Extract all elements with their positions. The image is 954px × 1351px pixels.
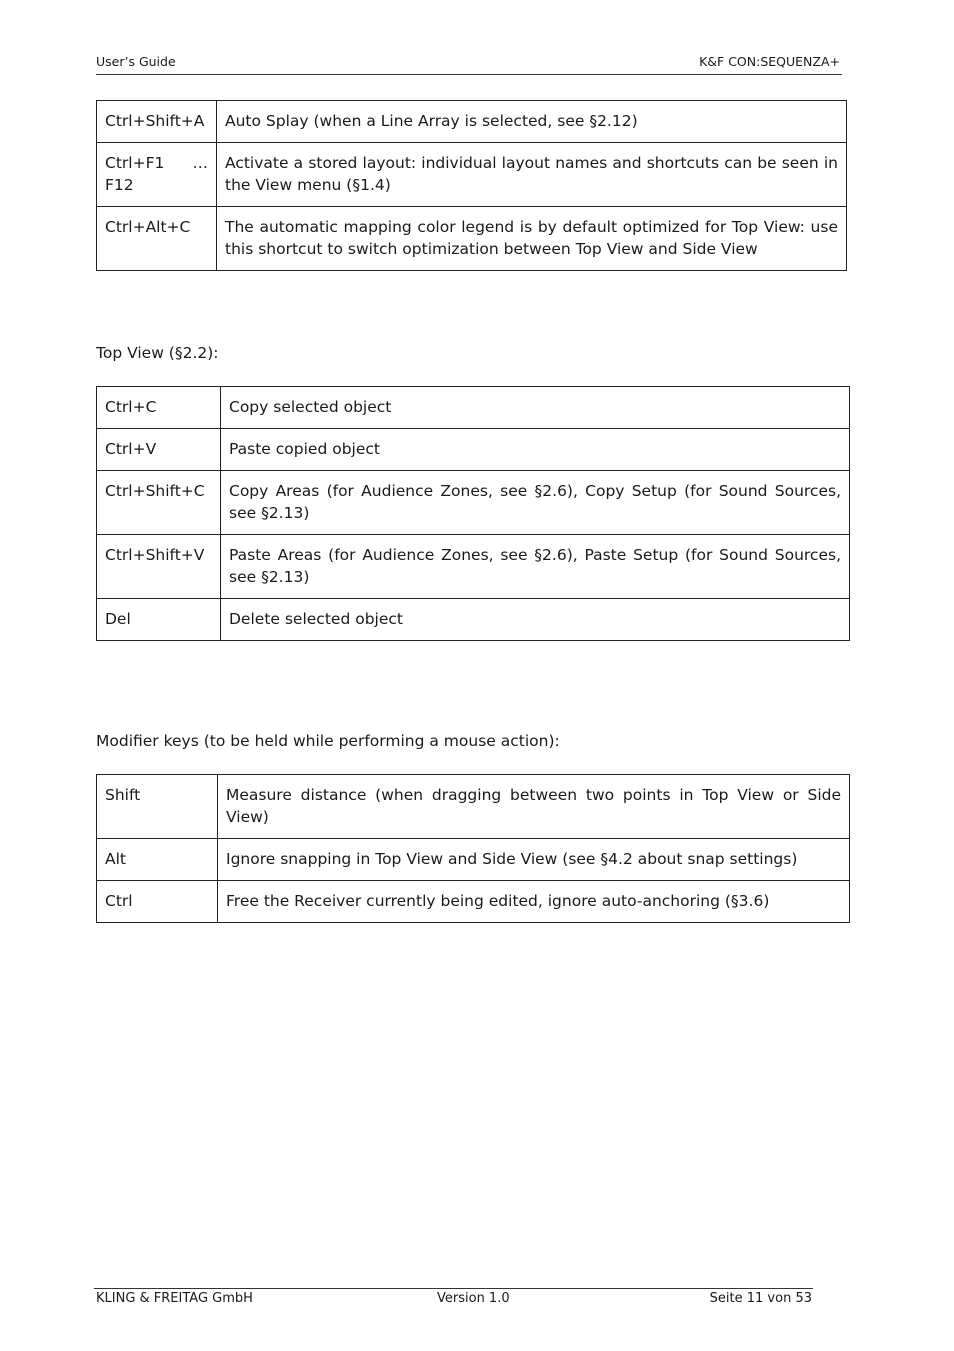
shortcut-key: Shift	[97, 775, 218, 839]
shortcut-key: Ctrl+Shift+V	[97, 535, 221, 599]
shortcut-key: Ctrl+Shift+A	[97, 101, 217, 143]
shortcut-description: Delete selected object	[221, 599, 850, 641]
table-row	[97, 881, 850, 923]
top-view-shortcuts-table	[96, 386, 850, 641]
footer-page-number: Seite 11 von 53	[709, 1291, 812, 1306]
table-row	[97, 387, 850, 429]
section-heading-top-view: Top View (§2.2):	[96, 344, 219, 362]
shortcut-key: Ctrl	[97, 881, 218, 923]
shortcut-key: Del	[97, 599, 221, 641]
footer-company: KLING & FREITAG GmbH	[96, 1291, 253, 1306]
shortcut-key: Ctrl+Shift+C	[97, 471, 221, 535]
table-row	[97, 143, 847, 207]
shortcut-description: Free the Receiver currently being edited, ignore auto-anchoring (§3.6)	[218, 881, 850, 923]
shortcut-description: Ignore snapping in Top View and Side View (see §4.2 about snap settings)	[218, 839, 850, 881]
table-row	[97, 599, 850, 641]
table-row	[97, 429, 850, 471]
shortcut-description: Auto Splay (when a Line Array is selected, see §2.12)	[217, 101, 847, 143]
table-row	[97, 207, 847, 271]
header-product: K&F CON:SEQUENZA+	[699, 54, 840, 69]
shortcut-key-line1	[105, 152, 208, 174]
shortcut-description: Measure distance (when dragging between two points in Top View or Side View)	[218, 775, 850, 839]
shortcut-key: Alt	[97, 839, 218, 881]
shortcut-description: Paste copied object	[221, 429, 850, 471]
page-footer	[94, 1288, 813, 1309]
shortcut-description: Copy selected object	[221, 387, 850, 429]
shortcut-description: The automatic mapping color legend is by default optimized for Top View: use this shortcut to switch optimization between Top View and Side View	[217, 207, 847, 271]
section-heading-modifier-keys: Modifier keys (to be held while performing a mouse action):	[96, 732, 560, 750]
page-header	[96, 54, 842, 75]
table-row	[97, 775, 850, 839]
table-row	[97, 535, 850, 599]
general-shortcuts-table	[96, 100, 847, 271]
ellipsis: …	[192, 154, 208, 172]
shortcut-key-line2: F12	[105, 176, 134, 194]
table-row	[97, 471, 850, 535]
footer-version: Version 1.0	[437, 1291, 510, 1306]
shortcut-key: Ctrl+Alt+C	[97, 207, 217, 271]
shortcut-key-text: Ctrl+F1	[105, 154, 165, 172]
header-title: User’s Guide	[96, 54, 176, 69]
shortcut-description: Activate a stored layout: individual layout names and shortcuts can be seen in the View menu (§1.4)	[217, 143, 847, 207]
modifier-keys-table	[96, 774, 850, 923]
shortcut-description: Paste Areas (for Audience Zones, see §2.6), Paste Setup (for Sound Sources, see §2.13)	[221, 535, 850, 599]
shortcut-key: Ctrl+C	[97, 387, 221, 429]
shortcut-key: Ctrl+V	[97, 429, 221, 471]
shortcut-key	[97, 143, 217, 207]
table-row	[97, 101, 847, 143]
table-row	[97, 839, 850, 881]
shortcut-description: Copy Areas (for Audience Zones, see §2.6), Copy Setup (for Sound Sources, see §2.13)	[221, 471, 850, 535]
